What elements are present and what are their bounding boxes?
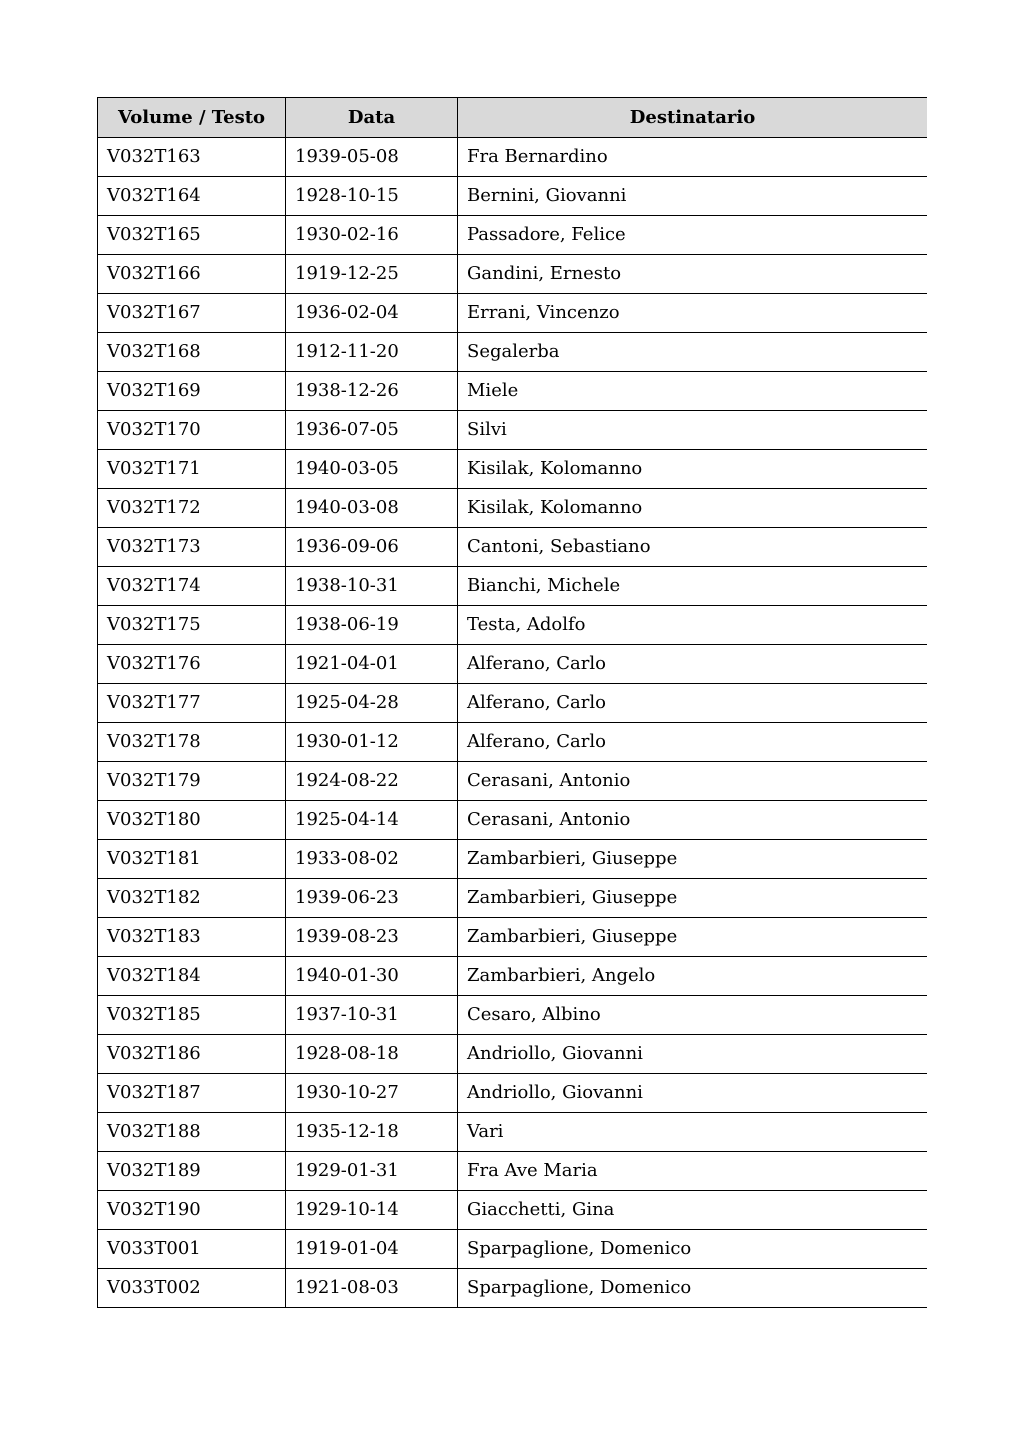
cell-data: 1940-01-30 — [286, 957, 458, 996]
cell-data: 1928-10-15 — [286, 177, 458, 216]
cell-destinatario: Vari — [458, 1113, 928, 1152]
cell-volume-testo: V032T186 — [98, 1035, 286, 1074]
cell-volume-testo: V032T187 — [98, 1074, 286, 1113]
cell-data: 1919-01-04 — [286, 1230, 458, 1269]
cell-destinatario: Kisilak, Kolomanno — [458, 450, 928, 489]
table-header — [98, 98, 928, 138]
table-row — [98, 645, 928, 684]
cell-destinatario: Silvi — [458, 411, 928, 450]
table-row — [98, 1074, 928, 1113]
cell-volume-testo: V032T175 — [98, 606, 286, 645]
cell-volume-testo: V033T002 — [98, 1269, 286, 1308]
cell-destinatario: Zambarbieri, Giuseppe — [458, 918, 928, 957]
cell-volume-testo: V033T001 — [98, 1230, 286, 1269]
cell-volume-testo: V032T167 — [98, 294, 286, 333]
cell-volume-testo: V032T181 — [98, 840, 286, 879]
table-row — [98, 177, 928, 216]
cell-destinatario: Andriollo, Giovanni — [458, 1074, 928, 1113]
cell-volume-testo: V032T185 — [98, 996, 286, 1035]
cell-volume-testo: V032T184 — [98, 957, 286, 996]
table-row — [98, 372, 928, 411]
table-row — [98, 684, 928, 723]
table-row — [98, 255, 928, 294]
cell-data: 1925-04-14 — [286, 801, 458, 840]
cell-destinatario: Giacchetti, Gina — [458, 1191, 928, 1230]
table-row — [98, 801, 928, 840]
cell-destinatario: Zambarbieri, Giuseppe — [458, 879, 928, 918]
cell-data: 1936-07-05 — [286, 411, 458, 450]
cell-destinatario: Cantoni, Sebastiano — [458, 528, 928, 567]
table-row — [98, 294, 928, 333]
cell-destinatario: Alferano, Carlo — [458, 645, 928, 684]
cell-volume-testo: V032T176 — [98, 645, 286, 684]
cell-destinatario: Alferano, Carlo — [458, 723, 928, 762]
cell-data: 1924-08-22 — [286, 762, 458, 801]
cell-volume-testo: V032T179 — [98, 762, 286, 801]
cell-volume-testo: V032T172 — [98, 489, 286, 528]
cell-data: 1933-08-02 — [286, 840, 458, 879]
cell-data: 1940-03-05 — [286, 450, 458, 489]
cell-destinatario: Bernini, Giovanni — [458, 177, 928, 216]
cell-data: 1929-10-14 — [286, 1191, 458, 1230]
cell-volume-testo: V032T169 — [98, 372, 286, 411]
cell-destinatario: Zambarbieri, Giuseppe — [458, 840, 928, 879]
cell-destinatario: Bianchi, Michele — [458, 567, 928, 606]
table-body — [98, 138, 928, 1308]
cell-volume-testo: V032T190 — [98, 1191, 286, 1230]
column-header-destinatario: Destinatario — [458, 98, 928, 138]
table-row — [98, 138, 928, 177]
cell-data: 1930-02-16 — [286, 216, 458, 255]
table-row — [98, 1035, 928, 1074]
cell-destinatario: Cerasani, Antonio — [458, 801, 928, 840]
table-row — [98, 1191, 928, 1230]
cell-volume-testo: V032T173 — [98, 528, 286, 567]
table-row — [98, 723, 928, 762]
table-row — [98, 957, 928, 996]
cell-data: 1938-10-31 — [286, 567, 458, 606]
table-row — [98, 918, 928, 957]
table-row — [98, 1152, 928, 1191]
header-row — [98, 98, 928, 138]
cell-destinatario: Gandini, Ernesto — [458, 255, 928, 294]
table-row — [98, 879, 928, 918]
cell-data: 1936-02-04 — [286, 294, 458, 333]
cell-data: 1921-08-03 — [286, 1269, 458, 1308]
cell-destinatario: Segalerba — [458, 333, 928, 372]
cell-volume-testo: V032T168 — [98, 333, 286, 372]
cell-volume-testo: V032T189 — [98, 1152, 286, 1191]
cell-destinatario: Cerasani, Antonio — [458, 762, 928, 801]
cell-volume-testo: V032T166 — [98, 255, 286, 294]
cell-data: 1930-10-27 — [286, 1074, 458, 1113]
cell-destinatario: Kisilak, Kolomanno — [458, 489, 928, 528]
cell-destinatario: Fra Ave Maria — [458, 1152, 928, 1191]
cell-data: 1939-05-08 — [286, 138, 458, 177]
cell-data: 1921-04-01 — [286, 645, 458, 684]
table-row — [98, 840, 928, 879]
column-header-volume-testo: Volume / Testo — [98, 98, 286, 138]
table-row — [98, 606, 928, 645]
table-row — [98, 762, 928, 801]
cell-data: 1940-03-08 — [286, 489, 458, 528]
table-row — [98, 411, 928, 450]
cell-destinatario: Zambarbieri, Angelo — [458, 957, 928, 996]
table-row — [98, 1113, 928, 1152]
cell-volume-testo: V032T170 — [98, 411, 286, 450]
cell-destinatario: Andriollo, Giovanni — [458, 1035, 928, 1074]
cell-volume-testo: V032T164 — [98, 177, 286, 216]
cell-destinatario: Sparpaglione, Domenico — [458, 1230, 928, 1269]
cell-volume-testo: V032T188 — [98, 1113, 286, 1152]
cell-destinatario: Alferano, Carlo — [458, 684, 928, 723]
cell-destinatario: Testa, Adolfo — [458, 606, 928, 645]
cell-destinatario: Fra Bernardino — [458, 138, 928, 177]
table-row — [98, 996, 928, 1035]
cell-data: 1925-04-28 — [286, 684, 458, 723]
table-row — [98, 450, 928, 489]
cell-data: 1939-06-23 — [286, 879, 458, 918]
cell-destinatario: Sparpaglione, Domenico — [458, 1269, 928, 1308]
table-row — [98, 333, 928, 372]
cell-volume-testo: V032T165 — [98, 216, 286, 255]
cell-data: 1930-01-12 — [286, 723, 458, 762]
table-row — [98, 1269, 928, 1308]
table-row — [98, 1230, 928, 1269]
cell-volume-testo: V032T174 — [98, 567, 286, 606]
cell-volume-testo: V032T180 — [98, 801, 286, 840]
cell-destinatario: Cesaro, Albino — [458, 996, 928, 1035]
cell-volume-testo: V032T177 — [98, 684, 286, 723]
cell-volume-testo: V032T182 — [98, 879, 286, 918]
table-row — [98, 528, 928, 567]
cell-data: 1929-01-31 — [286, 1152, 458, 1191]
cell-data: 1928-08-18 — [286, 1035, 458, 1074]
cell-data: 1937-10-31 — [286, 996, 458, 1035]
column-header-data: Data — [286, 98, 458, 138]
letters-table-container — [97, 97, 927, 1311]
cell-volume-testo: V032T183 — [98, 918, 286, 957]
cell-volume-testo: V032T178 — [98, 723, 286, 762]
cell-data: 1935-12-18 — [286, 1113, 458, 1152]
cell-data: 1938-06-19 — [286, 606, 458, 645]
cell-volume-testo: V032T163 — [98, 138, 286, 177]
cell-data: 1938-12-26 — [286, 372, 458, 411]
cell-data: 1936-09-06 — [286, 528, 458, 567]
cell-volume-testo: V032T171 — [98, 450, 286, 489]
cell-data: 1919-12-25 — [286, 255, 458, 294]
table-row — [98, 489, 928, 528]
cell-destinatario: Errani, Vincenzo — [458, 294, 928, 333]
cell-data: 1939-08-23 — [286, 918, 458, 957]
letters-table — [97, 97, 927, 1308]
cell-destinatario: Miele — [458, 372, 928, 411]
cell-destinatario: Passadore, Felice — [458, 216, 928, 255]
cell-data: 1912-11-20 — [286, 333, 458, 372]
table-row — [98, 216, 928, 255]
table-row — [98, 567, 928, 606]
